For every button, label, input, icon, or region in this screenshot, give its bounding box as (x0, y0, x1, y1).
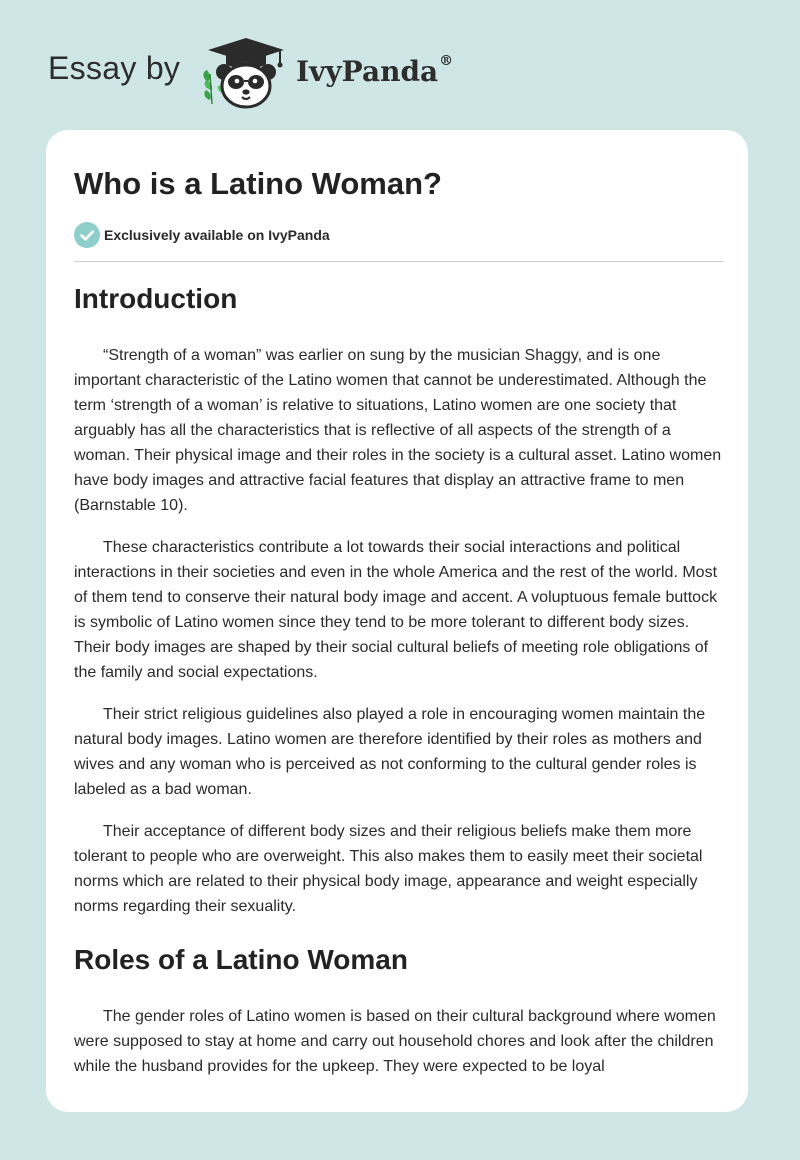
page-title: Who is a Latino Woman? (74, 166, 442, 201)
registered-mark: ® (439, 53, 454, 69)
panda-logo-icon[interactable] (198, 34, 294, 110)
essay-by-label: Essay by (48, 50, 181, 86)
section-heading-introduction: Introduction (74, 283, 238, 314)
essay-content (74, 282, 724, 1079)
section-heading-roles: Roles of a Latino Woman (74, 944, 408, 975)
essay-card (46, 130, 748, 1112)
paragraph: These characteristics contribute a lot towards their social interactions and political interactions in their societies and even in the whole America and the rest of the world. Most of them tend to conserve their natural body image and accent. A voluptuous female buttock is symbolic of Latino women since they tend to be more tolerant to different body sizes. Their body images are shaped by their social cultural beliefs of meeting role obligations of the family and social expectations. (74, 539, 718, 681)
check-circle-icon (74, 222, 100, 248)
exclusive-badge (74, 222, 330, 248)
title-divider (74, 261, 724, 262)
paragraph: Their strict religious guidelines also played a role in encouraging women maintain the natural body images. Latino women are therefore identified by their roles as mothers and wives and any woman who is perceived as not conforming to the cultural gender roles is labeled as a bad woman. (74, 706, 706, 798)
brand-name-text: IvyPanda (296, 55, 439, 88)
paragraph: The gender roles of Latino women is based on their cultural background where women were supposed to stay at home and carry out household chores and look after the children while the husband provides for the upkeep. They were expected to be loyal (74, 1008, 716, 1075)
site-header (0, 0, 800, 125)
exclusive-badge-text: Exclusively available on IvyPanda (104, 227, 330, 243)
paragraph: “Strength of a woman” was earlier on sung by the musician Shaggy, and is one important characteristic of the Latino women that cannot be underestimated. Although the term ‘strength of a woman’ is relative to situations, Latino women are one society that arguably has all the characteristics that is reflective of all aspects of the strength of a woman. Their physical image and their roles in the society is a cultural asset. Latino women have body images and attractive facial features that display an attractive frame to men (Barnstable 10). (74, 347, 722, 514)
paragraph: Their acceptance of different body sizes and their religious beliefs make them more tolerant to people who are overweight. This also makes them to easily meet their societal norms which are related to their physical body image, appearance and weight especially norms regarding their sexuality. (74, 823, 703, 915)
brand-name[interactable] (296, 55, 453, 88)
